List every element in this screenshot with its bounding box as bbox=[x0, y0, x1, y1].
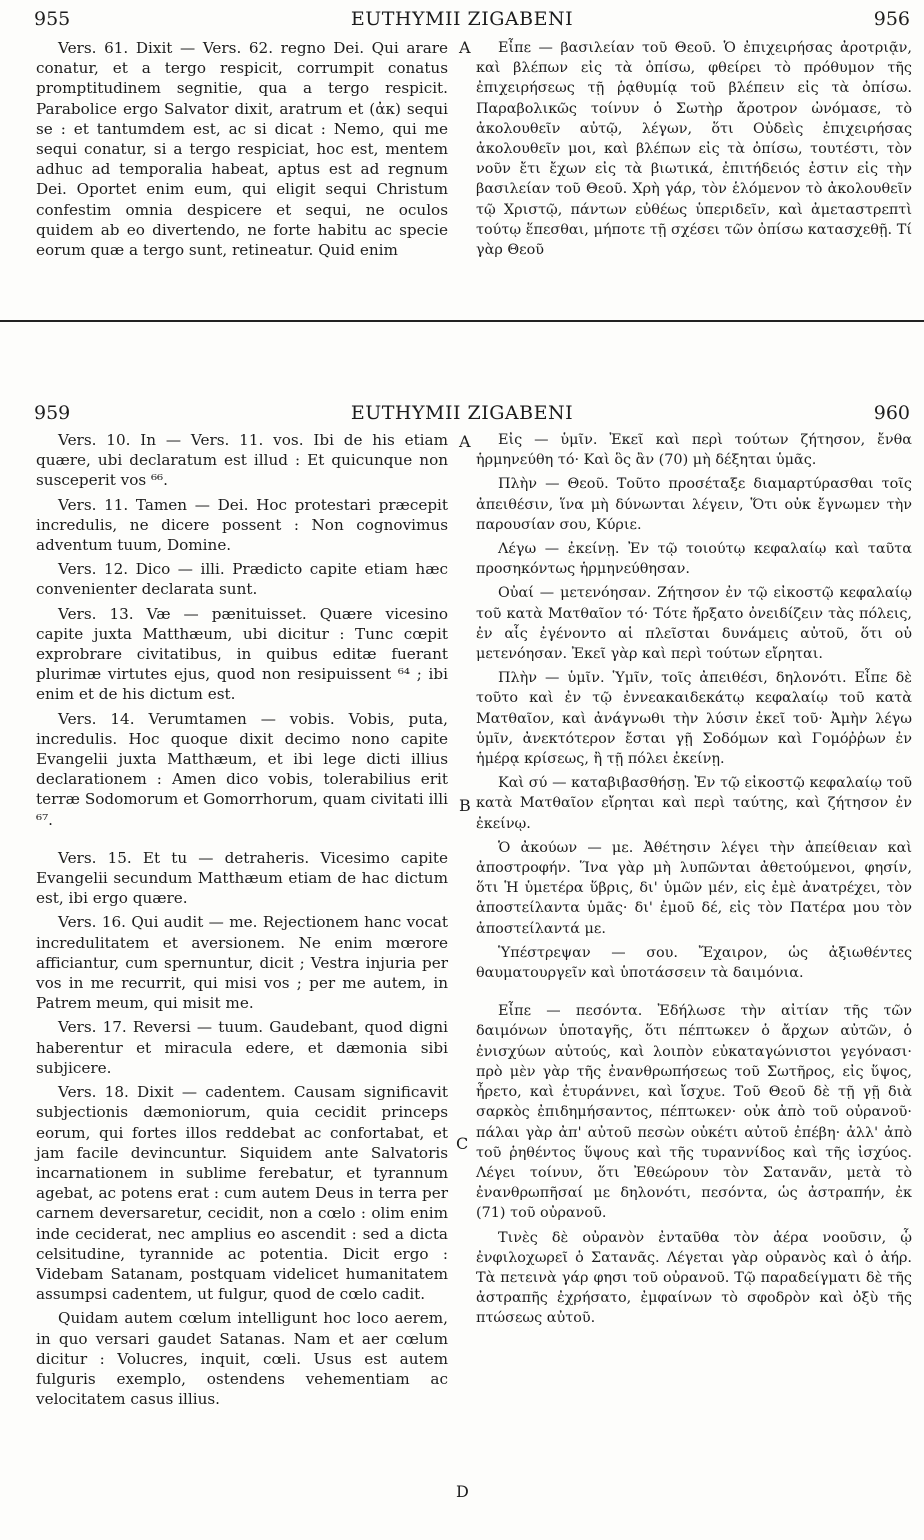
latin-paragraph: Vers. 13. Væ — pænituisset. Quære vicesino capite juxta Matthæum, ubi dicitur : Tunc cœpit exprobrare civitatibus, in quibus editæ fuerant plurimæ virtutes ejus, quod non resipuissent ⁶⁴ ; ibi enim et de his dictum est. bbox=[36, 604, 448, 704]
greek-paragraph: Ὁ ἀκούων — με. Ἀθέτησιν λέγει τὴν ἀπείθειαν καὶ ἀποστροφήν. Ἵνα γὰρ μὴ λυπῶνται ἀθετούμενοι, φησίν, ὅτι Ἡ ὑμετέρα ὕβρις, δι' ὑμῶν μέν, εἰς ἐμὲ ἀνατρέχει, τὸν ἀποστείλαντα ὑμᾶς· δι' ἐμοῦ δέ, εἰς τὸν Πατέρα μου τὸν ἀποστείλαντά με. bbox=[476, 839, 912, 937]
latin-paragraph: Vers. 18. Dixit — cadentem. Causam significavit subjectionis dæmoniorum, quia cecidit princeps eorum, qui fortes illos reddebat ac confortabat, et jam facile devincuntur. Siquidem ante Salvatoris incarnationem in sublime ferebatur, et tyrannum agebat, ac potens erat : cum autem Deus in terra per carnem deversaretur, cecidit, non a cœlo : olim enim inde ceciderat, nec amplius eo ascendit : sed a dicta celsitudine, tyrannide ac potentia. Dicit ergo : Videbam Satanam, postquam videlicet humanitatem assumpsi cadentem, ut fulgur, quod de cœlo cadit. bbox=[36, 1083, 448, 1304]
latin-paragraph: Vers. 17. Reversi — tuum. Gaudebant, quod digni haberentur et miracula edere, et dæmonia sibi subjicere. bbox=[36, 1018, 448, 1077]
page-number-left: 955 bbox=[34, 8, 71, 30]
greek-paragraph: Λέγω — ἐκείνῃ. Ἐν τῷ τοιούτῳ κεφαλαίῳ καὶ ταῦτα προσηκόντως ἡρμηνεύθησαν. bbox=[476, 541, 912, 578]
section-marker-c: C bbox=[456, 1134, 469, 1153]
latin-column bbox=[36, 38, 448, 264]
greek-paragraph: Τινὲς δὲ οὐρανὸν ἐνταῦθα τὸν ἀέρα νοοῦσιν, ᾧ ἐνφιλοχωρεῖ ὁ Σατανᾶς. Λέγεται γὰρ οὐρανὸς καὶ ὁ ἀήρ. Τὰ πετεινὰ γάρ φησι τοῦ οὐρανοῦ. Τῷ παραδείγματι δὲ τῆς ἀστραπῆς ἐχρήσατο, ἐμφαίνων τὸ σφοδρὸν καὶ ὀξὺ τῆς πτώσεως αὐτοῦ. bbox=[476, 1229, 912, 1327]
section-marker-b: B bbox=[459, 796, 471, 815]
greek-paragraph: Οὐαί — μετενόησαν. Ζήτησον ἐν τῷ εἰκοστῷ κεφαλαίῳ τοῦ κατὰ Ματθαῖον τό· Τότε ἤρξατο ὀνειδίζειν τὰς πόλεις, ἐν αἷς ἐγένοντο αἱ πλεῖσται δυνάμεις αὐτοῦ, ὅτι οὐ μετενόησαν. Ἐκεῖ γὰρ καὶ περὶ τούτων εἴρηται. bbox=[476, 585, 912, 663]
latin-paragraph: Vers. 16. Qui audit — me. Rejectionem hanc vocat incredulitatem et aversionem. Ne enim mœrore afficiantur, cum spernuntur, dicit ; Vestra injuria per vos in me recurrit, qui misi vos ; per me autem, in Patrem meum, qui misit me. bbox=[36, 913, 448, 1013]
greek-column bbox=[476, 430, 912, 1333]
section-marker-d: D bbox=[456, 1482, 469, 1501]
page-number-right: 960 bbox=[873, 402, 910, 424]
section-marker: A bbox=[459, 38, 471, 57]
page-number-left: 959 bbox=[34, 402, 71, 424]
top-fragment bbox=[0, 0, 924, 322]
page-header bbox=[0, 402, 924, 428]
latin-paragraph: Vers. 61. Dixit — Vers. 62. regno Dei. Qui arare conatur, et a tergo respicit, corrumpit conatus promptitudinem segnitie, qua a tergo respicit. Parabolice ergo Salvator dixit, aratrum et (ἀκ) sequi se : et tantumdem est, ac si dicat : Nemo, qui me sequi conatur, si a tergo respiciat, hoc est, mentem adhuc ad temporalia habeat, aptus est ad regnum Dei. Oportet enim eum, qui eligit sequi Christum confestim omnia despicere et sequi, ne oculos quidem ab eo divertendo, ne forte habitu ac specie eorum quæ a tergo sunt, retineatur. Quid enim bbox=[36, 39, 448, 260]
page-header bbox=[0, 8, 924, 34]
page-number-right: 956 bbox=[873, 8, 910, 30]
latin-paragraph: Vers. 11. Tamen — Dei. Hoc protestari præcepit incredulis, ne dicere possent : Non cognovimus adventum tuum, Domine. bbox=[36, 495, 448, 555]
latin-paragraph: Quidam autem cœlum intelligunt hoc loco aerem, in quo versari gaudet Satanas. Nam et aer cœlum dicitur : Volucres, inquit, cœli. Usus est autem fulguris exemplo, ostendens vehementiam ac velocitatem casus illius. bbox=[36, 1309, 448, 1409]
latin-paragraph: Vers. 12. Dico — illi. Prædicto capite etiam hæc convenienter declarata sunt. bbox=[36, 560, 448, 599]
greek-paragraph: Εἶπε — πεσόντα. Ἐδήλωσε τὴν αἰτίαν τῆς τῶν δαιμόνων ὑποταγῆς, ὅτι πέπτωκεν ὁ ἄρχων αὐτῶν, ὁ ἐνισχύων αὐτούς, καὶ λοιπὸν εὐκαταγώνιστοι γεγόνασι· πρὸ μὲν γὰρ τῆς ἐνανθρωπήσεως τοῦ Σωτῆρος, εἰς ὕψος, ἦρετο, καὶ ἐτυράννει, καὶ ἴσχυε. Τοῦ Θεοῦ δὲ τῇ γῇ διὰ σαρκὸς ἐπιδημήσαντος, πέπτωκεν· οὐκ ἀπὸ τοῦ οὐρανοῦ· πάλαι γὰρ ἀπ' αὐτοῦ πεσὼν οὐκέτι αὐτοῦ ἐπέβη· ἀλλ' ἀπὸ τοῦ ῥηθέντος ὕψους καὶ τῆς τυραννίδος καὶ τῆς ἰσχύος. Λέγει τοίνυν, ὅτι Ἐθεώρουν τὸν Σατανᾶν, μετὰ τὸ ἐνανθρωπῆσαί με δηλονότι, πεσόντα, ὡς ἀστραπήν, ἐκ (71) τοῦ οὐρανοῦ. bbox=[476, 1003, 912, 1222]
running-title: EUTHYMII ZIGABENI bbox=[350, 402, 574, 424]
greek-column bbox=[476, 38, 912, 264]
greek-paragraph: Καὶ σύ — καταβιβασθήσῃ. Ἐν τῷ εἰκοστῷ κεφαλαίῳ τοῦ κατὰ Ματθαῖον εἴρηται καὶ περὶ ταύτης, καὶ ζήτησον ἐν ἐκείνῳ. bbox=[476, 775, 912, 832]
greek-paragraph: Πλὴν — ὑμῖν. Ὑμῖν, τοῖς ἀπειθέσι, δηλονότι. Εἶπε δὲ τοῦτο καὶ ἐν τῷ ἐννεακαιδεκάτῳ κεφαλαίῳ τοῦ κατὰ Ματθαῖον, καὶ ἀνάγνωθι τὴν λύσιν ἐκεῖ τοῦ· Ἀμὴν λέγω ὑμῖν, ἀνεκτότερον ἔσται γῇ Σοδόμων καὶ Γομόῤῥων ἐν ἡμέρᾳ κρίσεως, ἢ τῇ πόλει ἐκείνῃ. bbox=[476, 670, 912, 768]
running-title: EUTHYMII ZIGABENI bbox=[350, 8, 574, 30]
greek-paragraph: Πλὴν — Θεοῦ. Τοῦτο προσέταξε διαμαρτύρασθαι τοῖς ἀπειθέσιν, ἵνα μὴ δύνωνται λέγειν, Ὅτι οὐκ ἔγνωμεν τὴν παρουσίαν σου, Κύριε. bbox=[476, 476, 912, 533]
latin-paragraph: Vers. 10. In — Vers. 11. vos. Ibi de his etiam quære, ubi declaratum est illud : Et quicunque non susceperit vos ⁶⁶. bbox=[36, 431, 448, 490]
greek-paragraph: Εἰς — ὑμῖν. Ἐκεῖ καὶ περὶ τούτων ζήτησον, ἔνθα ἡρμηνεύθη τό· Καὶ ὃς ἂν (70) μὴ δέξηται ὑμᾶς. bbox=[476, 432, 912, 469]
greek-paragraph: Εἶπε — βασιλείαν τοῦ Θεοῦ. Ὁ ἐπιχειρήσας ἀροτριᾷν, καὶ βλέπων εἰς τὰ ὀπίσω, φθείρει τὸ πρόθυμον τῆς ἐπιχειρήσεως τῇ ῥᾳθυμίᾳ τοῦ βλέπειν εἰς τὰ ὀπίσω. Παραβολικῶς τοίνυν ὁ Σωτὴρ ἄροτρον ὠνόμασε, τὸ ἀκολουθεῖν αὐτῷ, λέγων, ὅτι Οὐδεὶς ἐπιχειρήσας ἀκολουθεῖν μοι, καὶ βλέπων εἰς τὰ ὀπίσω, τουτέστι, τὸν νοῦν ἔτι ἔχων εἰς τὰ βιωτικά, ἐπιτήδειός ἐστιν εἰς τὴν βασιλείαν τοῦ Θεοῦ. Χρὴ γάρ, τὸν ἑλόμενον τὸ ἀκολουθεῖν τῷ Χριστῷ, πάντων εὐθέως ὑπεριδεῖν, καὶ ἀμεταστρεπτὶ τούτῳ ἕπεσθαι, μήποτε τῇ σχέσει τῶν ὀπίσω κατασχεθῇ. Τί γὰρ Θεοῦ bbox=[476, 40, 912, 259]
latin-paragraph: Vers. 15. Et tu — detraheris. Vicesimo capite Evangelii secundum Matthæum etiam de hac dictum est, ibi ergo quære. bbox=[36, 848, 448, 908]
latin-column bbox=[36, 430, 448, 1413]
latin-paragraph: Vers. 14. Verumtamen — vobis. Vobis, puta, incredulis. Hoc quoque dixit decimo nono capite Evangelii juxta Matthæum, et ibi lege dicti illius declarationem : Amen dico vobis, tolerabilius erit terræ Sodomorum et Gomorrhorum, quam civitati illi ⁶⁷. bbox=[36, 709, 448, 829]
greek-paragraph: Ὑπέστρεψαν — σου. Ἔχαιρον, ὡς ἀξιωθέντες θαυματουργεῖν καὶ ὑποτάσσειν τὰ δαιμόνια. bbox=[476, 944, 912, 982]
section-marker-a: A bbox=[459, 432, 471, 451]
bottom-page bbox=[0, 322, 924, 1540]
